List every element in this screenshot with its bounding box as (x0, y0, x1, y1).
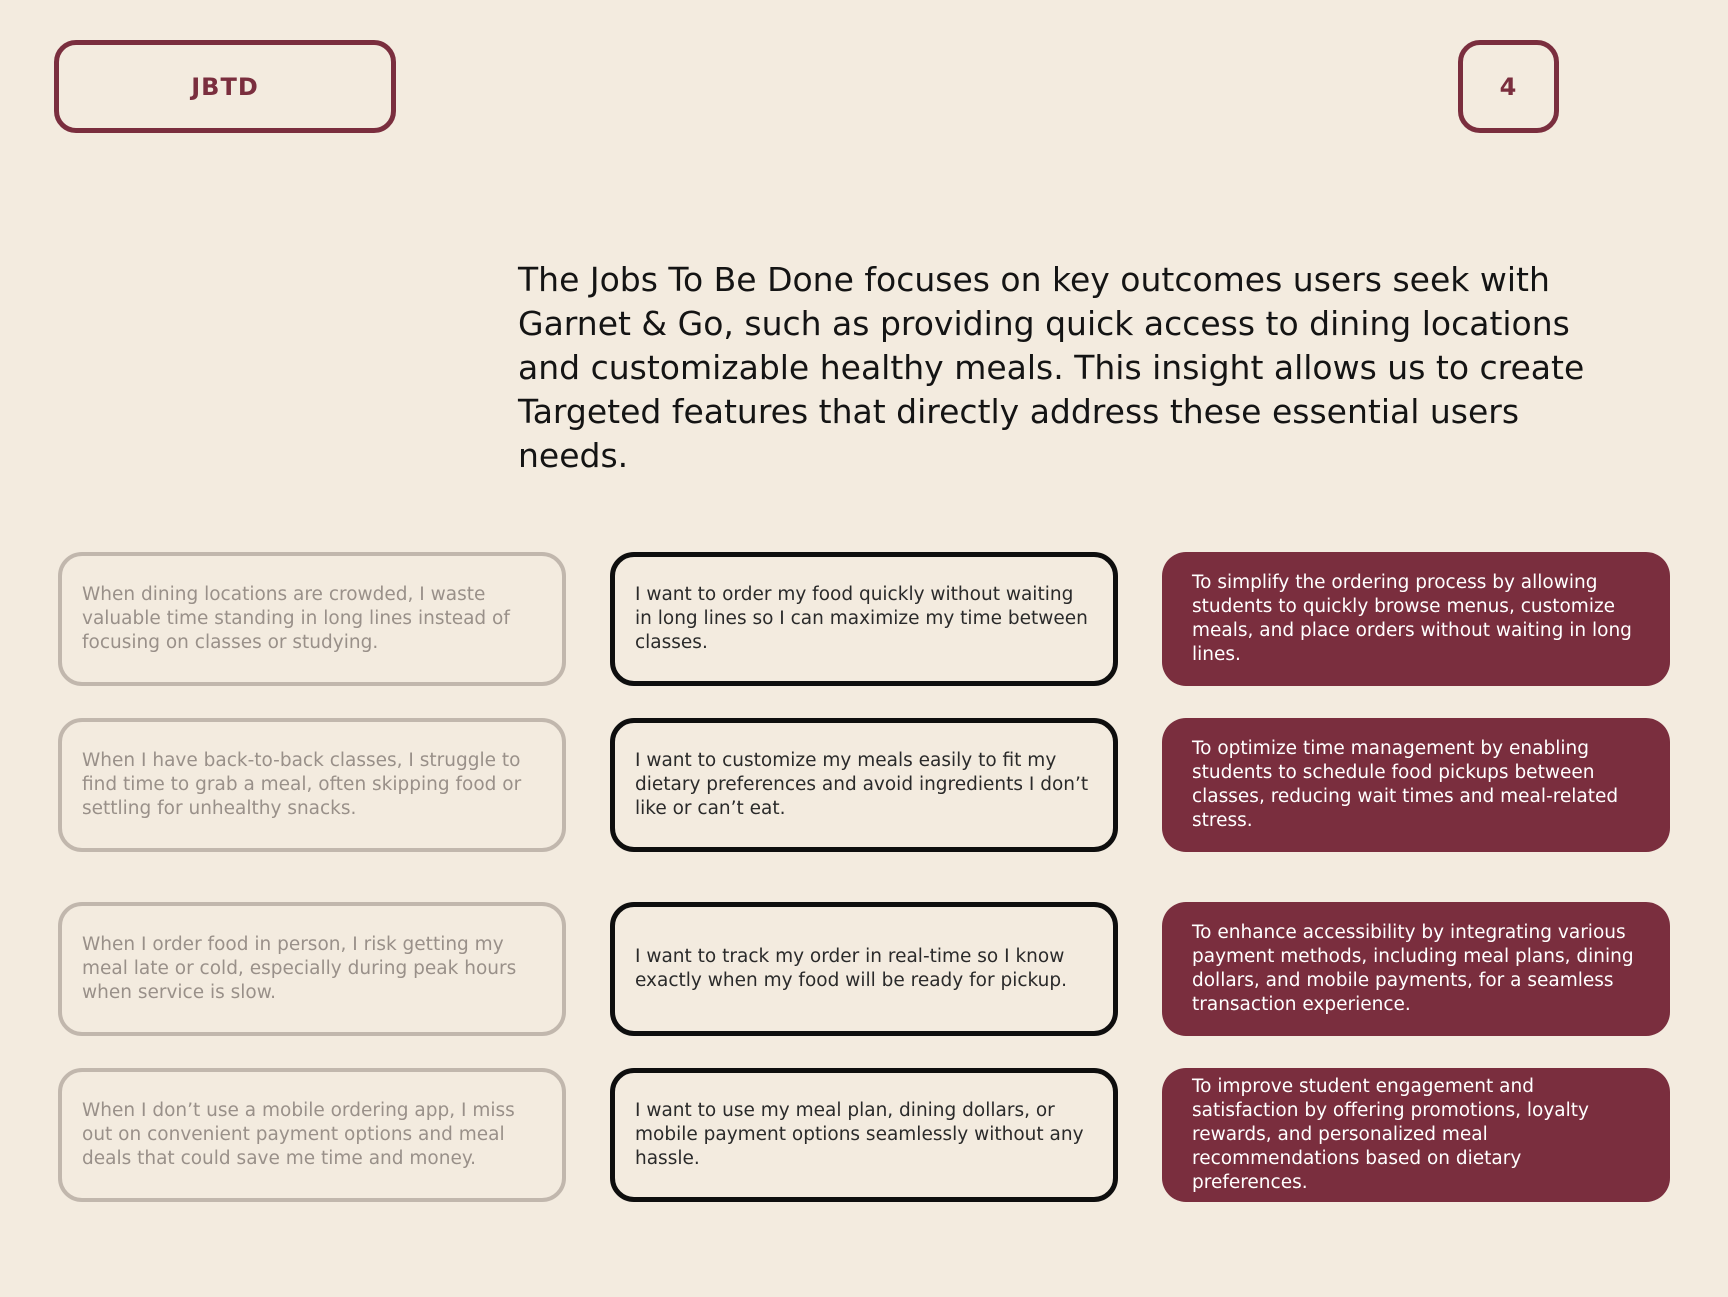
goal-card (1162, 902, 1670, 1036)
user-want-card (610, 1068, 1118, 1202)
page-number: 4 (1499, 72, 1518, 101)
goal-text: To enhance accessibility by integrating various payment methods, including meal plans, dining dollars, and mobile payments, for a seamless transaction experience. (1192, 922, 1634, 1015)
user-want-card (610, 902, 1118, 1036)
pain-point-text: When I order food in person, I risk getting my meal late or cold, especially during peak hours when service is slow. (82, 934, 517, 1003)
pain-point-text: When dining locations are crowded, I waste valuable time standing in long lines instead of focusing on classes or studying. (82, 584, 510, 653)
page-number-badge (1458, 40, 1559, 133)
pain-point-text: When I don’t use a mobile ordering app, I miss out on convenient payment options and meal deals that could save me time and money. (82, 1100, 515, 1169)
user-want-text: I want to track my order in real-time so I know exactly when my food will be ready for pickup. (635, 946, 1067, 991)
goal-card (1162, 718, 1670, 852)
goal-text: To improve student engagement and satisfaction by offering promotions, loyalty rewards, and personalized meal recommendations based on dietary preferences. (1192, 1076, 1589, 1193)
goal-text: To simplify the ordering process by allowing students to quickly browse menus, customize meals, and place orders without waiting in long lines. (1192, 572, 1632, 665)
pain-point-card (58, 1068, 566, 1202)
user-want-text: I want to order my food quickly without waiting in long lines so I can maximize my time between classes. (635, 584, 1088, 653)
goal-card (1162, 552, 1670, 686)
user-want-text: I want to customize my meals easily to fit my dietary preferences and avoid ingredients I don’t like or can’t eat. (635, 750, 1089, 819)
section-title: JBTD (191, 72, 259, 101)
goal-card (1162, 1068, 1670, 1202)
user-want-card (610, 718, 1118, 852)
pain-point-text: When I have back-to-back classes, I struggle to find time to grab a meal, often skipping food or settling for unhealthy snacks. (82, 750, 522, 819)
section-title-badge (54, 40, 396, 133)
pain-point-card (58, 552, 566, 686)
goal-text: To optimize time management by enabling students to schedule food pickups between classes, reducing wait times and meal-related stress. (1192, 738, 1619, 831)
user-want-card (610, 552, 1118, 686)
intro-paragraph: The Jobs To Be Done focuses on key outcomes users seek with Garnet & Go, such as providing quick access to dining locations and customizable healthy meals. This insight allows us to create Targeted features that directly address these essential users needs. (518, 260, 1585, 475)
pain-point-card (58, 902, 566, 1036)
user-want-text: I want to use my meal plan, dining dollars, or mobile payment options seamlessly without any hassle. (635, 1100, 1084, 1169)
pain-point-card (58, 718, 566, 852)
jtbd-grid (58, 552, 1670, 1202)
